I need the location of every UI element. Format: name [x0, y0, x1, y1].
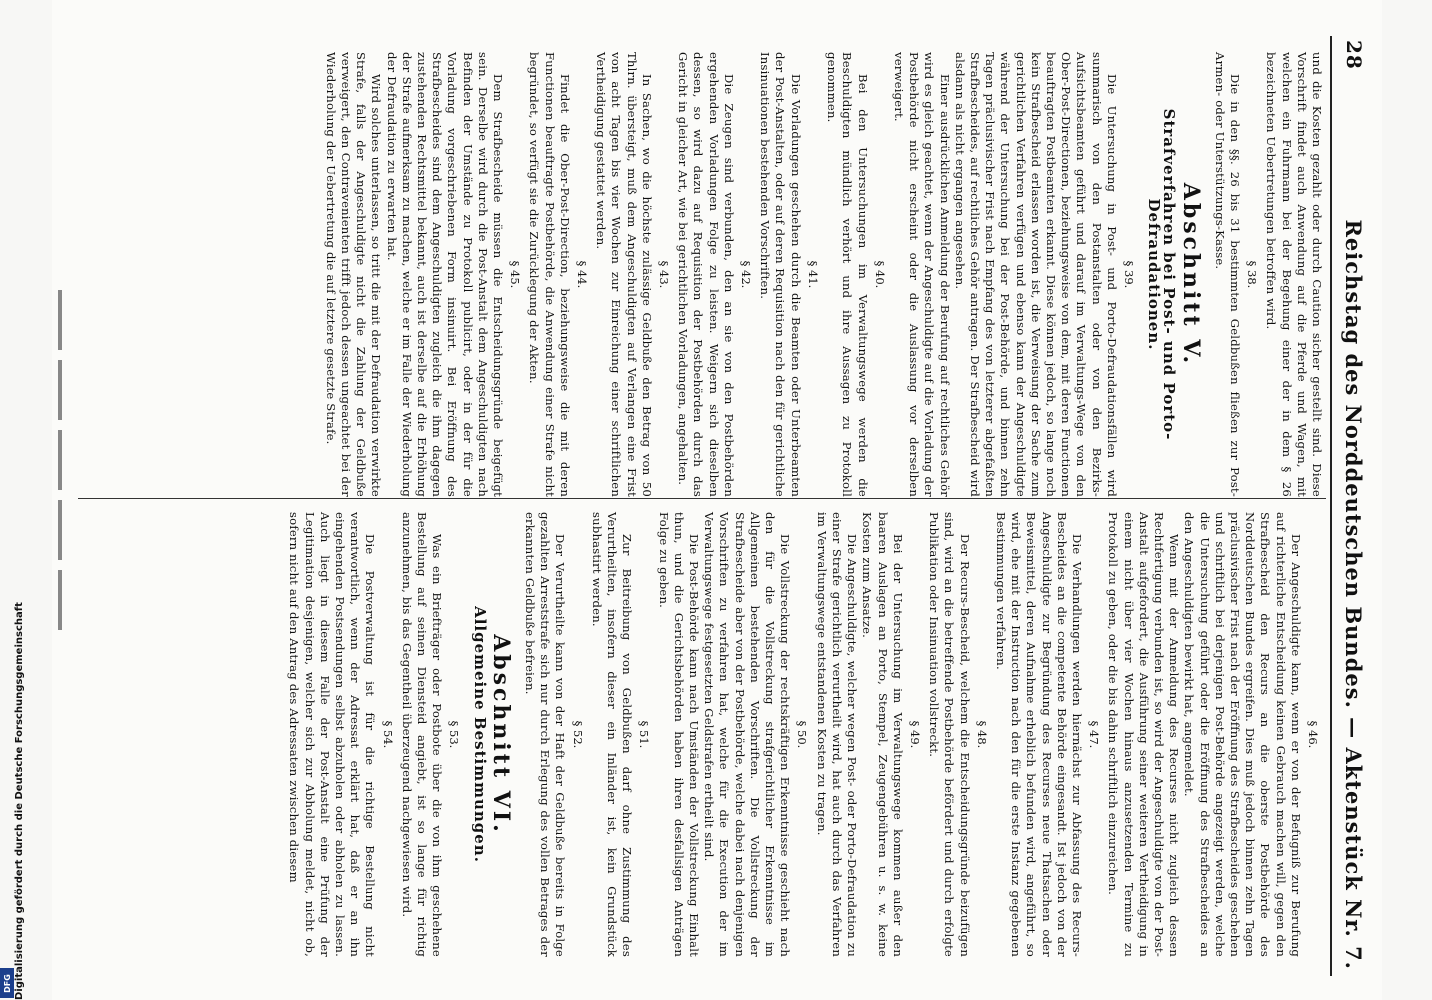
section-39-text: Die Untersuchung in Post- und Porto-Defraudationsfällen wird summarisch von den Postanstalten oder von den Bezirks-Aufsichtsbeamten geführt und darauf im Verwaltungs-Wege von den Ober-Post-Directionen, beziehungsweise von dem, mit deren Functionen beauftragten Postbeamten erkannt. Diese können jedoch, so lange noch kein Strafbescheid erlassen worden ist, die Verweisung der Sache zum gerichtlichen Verfahren verfügen und ebenso kann der Angeschuldigte während der Untersuchung bei der Post-Behörde, und binnen zehn Tagen präclusivischer Frist nach Empfang des von letzterer abgefaßten Strafbescheides, auf rechtliches Gehör antragen. Der Strafbescheid wird alsdann als nicht ergangen angesehen. [952, 52, 1119, 497]
section-38-text: Die in den §§. 26 bis 31 bestimmten Geldbußen fließen zur Post-Armen- oder Unterstützungs-Kasse. [1212, 52, 1242, 497]
paragraph-intro: und die Kosten gezahlt oder durch Caution sicher gestellt sind. Diese Vorschrift findet auch Anwendung auf die Pferde und Wagen, mit welchen ein Fuhrmann bei der Begehung einer der in dem § 26 bezeichneten Uebertretungen betroffen wird. [1264, 52, 1324, 497]
abschnitt-6-heading: Abschnitt VI. [487, 634, 514, 835]
section-50-text: Die Vollstreckung der rechtskräftigen Erkenntnisse geschieht nach den für die Vollstreckung strafgerichtlicher Erkenntnisse im Allgemeinen bestehenden Vorschriften. Die Vollstreckung der Strafbescheide aber von der Postbehörde, welche dabei nach denjenigen Vorschriften zu verfahren hat, welche für die Execution der im Verwaltungswege festgesetzten Geldstrafen ertheilt sind. [702, 512, 793, 957]
section-50-text-2: Die Post-Behörde kann nach Umständen der Vollstreckung Einhalt thun, und die Gerichtsbehörden haben ihren desfallsigen Anträgen Folge zu geben. [656, 512, 702, 957]
section-40-heading: § 40. [872, 260, 887, 289]
section-54-heading: § 54. [380, 720, 395, 749]
section-46-text: Der Angeschuldigte kann, wenn er von der Befugniß zur Berufung auf richterliche Entscheidung keinen Gebrauch machen will, gegen den Strafbescheid den Recurs an die oberste Postbehörde des Norddeutschen Bundes ergreifen. Dies muß jedoch binnen zehn Tagen präclusivischer Frist nach der Eröffnung des Strafbescheides geschehen und schriftlich bei derjenigen Post-Behörde angezeigt werden, welche die Untersuchung geführt oder die Eröffnung des Strafbescheides an den Angeschuldigten bewirkt hat, angemeldet. [1182, 512, 1303, 957]
section-49-text: Bei der Untersuchung im Verwaltungswege kommen außer den baaren Auslagen an Porto, Stempel, Zeugengebühren u. s. w. keine Kosten zum Ansatze. [860, 512, 905, 957]
section-40-text: Bei den Untersuchungen im Verwaltungswege werden die Beschuldigten mündlich verhört und ihre Aussagen zu Protokoll genommen. [825, 52, 870, 497]
abschnitt-5-title: Strafverfahren bei Post- und Porto-Defraudationen. [1145, 108, 1179, 441]
section-42-text: Die Zeugen sind verbunden, den an sie von den Postbehörden ergehenden Vorladungen Folge zu leisten. Weigern sich dieselben dessen, so wird dazu auf Requisition der Postbehörden durch das Gericht in gleicher Art, wie bei gerichtlichen Vorladungen, angehalten. [676, 52, 736, 497]
section-45-text: Dem Strafbescheide müssen die Entscheidungsgründe beigefügt sein. Derselbe wird durch die Post-Anstalt dem Angeschuldigten nach Befinden der Umstände zu Protokoll publicirt, oder in der für die Vorladung vorgeschriebenen Form insinuirt. Bei Eröffnung des Strafbescheides sind dem Angeschuldigten zugleich die ihm dagegen zustehenden Rechtsmittel bekannt, auch ist derselbe auf die Erhöhung der Strafe aufmerksam zu machen, welche er im Falle der Wiederholung der Defraudation zu erwarten hat. [384, 52, 506, 497]
section-48-text: Der Recurs-Bescheid, welchem die Entscheidungsgründe beizufügen sind, wird an die betreffende Postbehörde befördert und durch erfolgte Publikation oder Insinuation vollstreckt. [927, 512, 972, 957]
right-column [72, 512, 1324, 957]
section-43-heading: § 43. [657, 260, 672, 289]
section-47-text: Die Verhandlungen werden hiernächst zur Abfassung des Recurs-Bescheides an die competente Behörde eingesandt. Ist jedoch von der Angeschuldigte zur Begründung des Recurses neue Thatsachen oder Beweismittel, deren Aufnahme erheblich befunden wird, angeführt, so wird, ehe mit der Instruction nach den für die erste Instanz gegebenen Bestimmungen verfahren. [993, 512, 1084, 957]
section-53-heading: § 53. [447, 720, 462, 749]
section-44-text: Findet die Ober-Post-Direction, beziehungsweise die mit deren Functionen beauftragte Postbehörde, die Anwendung einer Strafe nicht begründet, so verfügt sie die Zurücklegung der Akten. [527, 52, 572, 497]
section-39-text-2: Einer ausdrücklichen Anmeldung der Berufung auf rechtliches Gehör wird es gleich geachtet, wenn der Angeschuldigte auf die Vorladung der Postbehörde nicht erscheint oder die Auslassung vor derselben verweigert. [891, 52, 952, 497]
section-46-text-2: Wenn mit der Anmeldung des Recurses nicht zugleich dessen Rechtfertigung verbunden ist, so wird der Angeschuldigte von der Post-Anstalt aufgefordert, die Ausführung seiner weiteren Vertheidigung in einem nicht über vier Wochen hinaus anzusetzenden Termine zu Protokoll zu geben, oder die bis dahin schriftlich einzureichen. [1106, 512, 1182, 957]
digitization-credit [2, 602, 25, 1000]
section-39-heading: § 39. [1121, 260, 1136, 289]
section-49-heading: § 49. [907, 720, 922, 749]
section-42-heading: § 42. [739, 260, 754, 289]
section-54-text: Die Postverwaltung ist für die richtige Bestellung nicht verantwortlich, wenn der Adressat erklärt hat, daß er an ihn eingehenden Postsendungen selbst abzuholen oder abholen zu lassen. Auch liegt in diesem Falle der Post-Anstalt eine Prüfung der Legitimation desjenigen, welcher sich zur Abholung meldet, nicht ob, sofern nicht auf den Antrag des Adressaten zwischen diesem [287, 512, 378, 957]
section-51-heading: § 51. [637, 720, 652, 749]
dfg-logo-icon [0, 968, 14, 998]
section-53-text: Was ein Briefträger oder Postbote über die von ihm geschehene Bestellung auf seinen Diensteid angiebt, ist so lange für richtig anzunehmen, bis das Gegentheil überzeugend nachgewiesen wird. [399, 512, 445, 957]
section-46-heading: § 46. [1306, 720, 1320, 749]
section-51-text: Zur Beitreibung von Geldbußen darf ohne Zustimmung des Verurtheilten, insofern dieser ein Inländer ist, kein Grundstück subhastirt werden. [589, 512, 635, 957]
section-50-heading: § 50. [795, 720, 810, 749]
dfg-logo-text: DFG [2, 973, 12, 993]
section-48-heading: § 48. [974, 720, 989, 749]
section-43-text: In Sachen, wo die höchste zulässige Geldbuße den Betrag von 50 Thlrn. übersteigt, muß dem Angeschuldigten auf Verlangen eine Frist von acht Tagen bis vier Wochen zur Einreichung einer schriftlichen Vertheidigung gestattet werden. [594, 52, 654, 497]
digitization-credit-text: Digitalisierung gefördert durch die Deutsche Forschungsgemeinschaft [14, 602, 25, 1000]
abschnitt-6-title: Allgemeine Bestimmungen. [470, 606, 489, 863]
section-47-heading: § 47. [1087, 720, 1102, 749]
section-41-heading: § 41. [805, 260, 820, 289]
left-column [72, 52, 1324, 497]
section-45-text-2: Wird solches unterlassen, so tritt die mit der Defraudation verwirkte Strafe, falls der Angeschuldigte nicht die Zahlung der Geldbuße verweigert, den Contravenienten trifft jedoch dessen ungeachtet bei der Wiederholung der Uebertretung die auf letztere gesetzte Strafe. [323, 52, 384, 497]
page-header [1334, 40, 1374, 970]
document-page [52, 0, 1382, 1000]
section-49-text-2: Die Angeschuldigte, welcher wegen Post- oder Porto-Defraudation zu einer Strafe gerichtlich verurtheilt wird, hat auch durch das Verfahren im Verwaltungswege entstandenen Kosten zu tragen. [814, 512, 860, 957]
section-45-heading: § 45. [508, 260, 523, 289]
section-38-heading: § 38. [1245, 260, 1260, 289]
section-52-text: Der Verurtheilte kann von der Haft der Geldbuße bereits in Folge gezahlten Arreststrafe sich nur durch Erlegung des vollen Betrages der erkannten Geldbuße befreien. [523, 512, 568, 957]
section-44-heading: § 44. [575, 260, 590, 289]
page-title: Reichstag des Norddeutschen Bundes. — Aktenstück Nr. 7. [1341, 219, 1367, 970]
abschnitt-5-heading: Abschnitt V. [1177, 182, 1204, 367]
header-rule [1330, 36, 1332, 976]
page-number: 28 [1342, 40, 1366, 70]
page-edge-marks [52, 0, 66, 1000]
section-52-heading: § 52. [570, 720, 585, 749]
column-divider [78, 498, 1326, 499]
section-41-text: Die Vorladungen geschehen durch die Beamten oder Unterbeamten der Post-Anstalten, oder auf deren Requisition nach den für gerichtliche Insinuationen bestehenden Vorschriften. [758, 52, 803, 497]
